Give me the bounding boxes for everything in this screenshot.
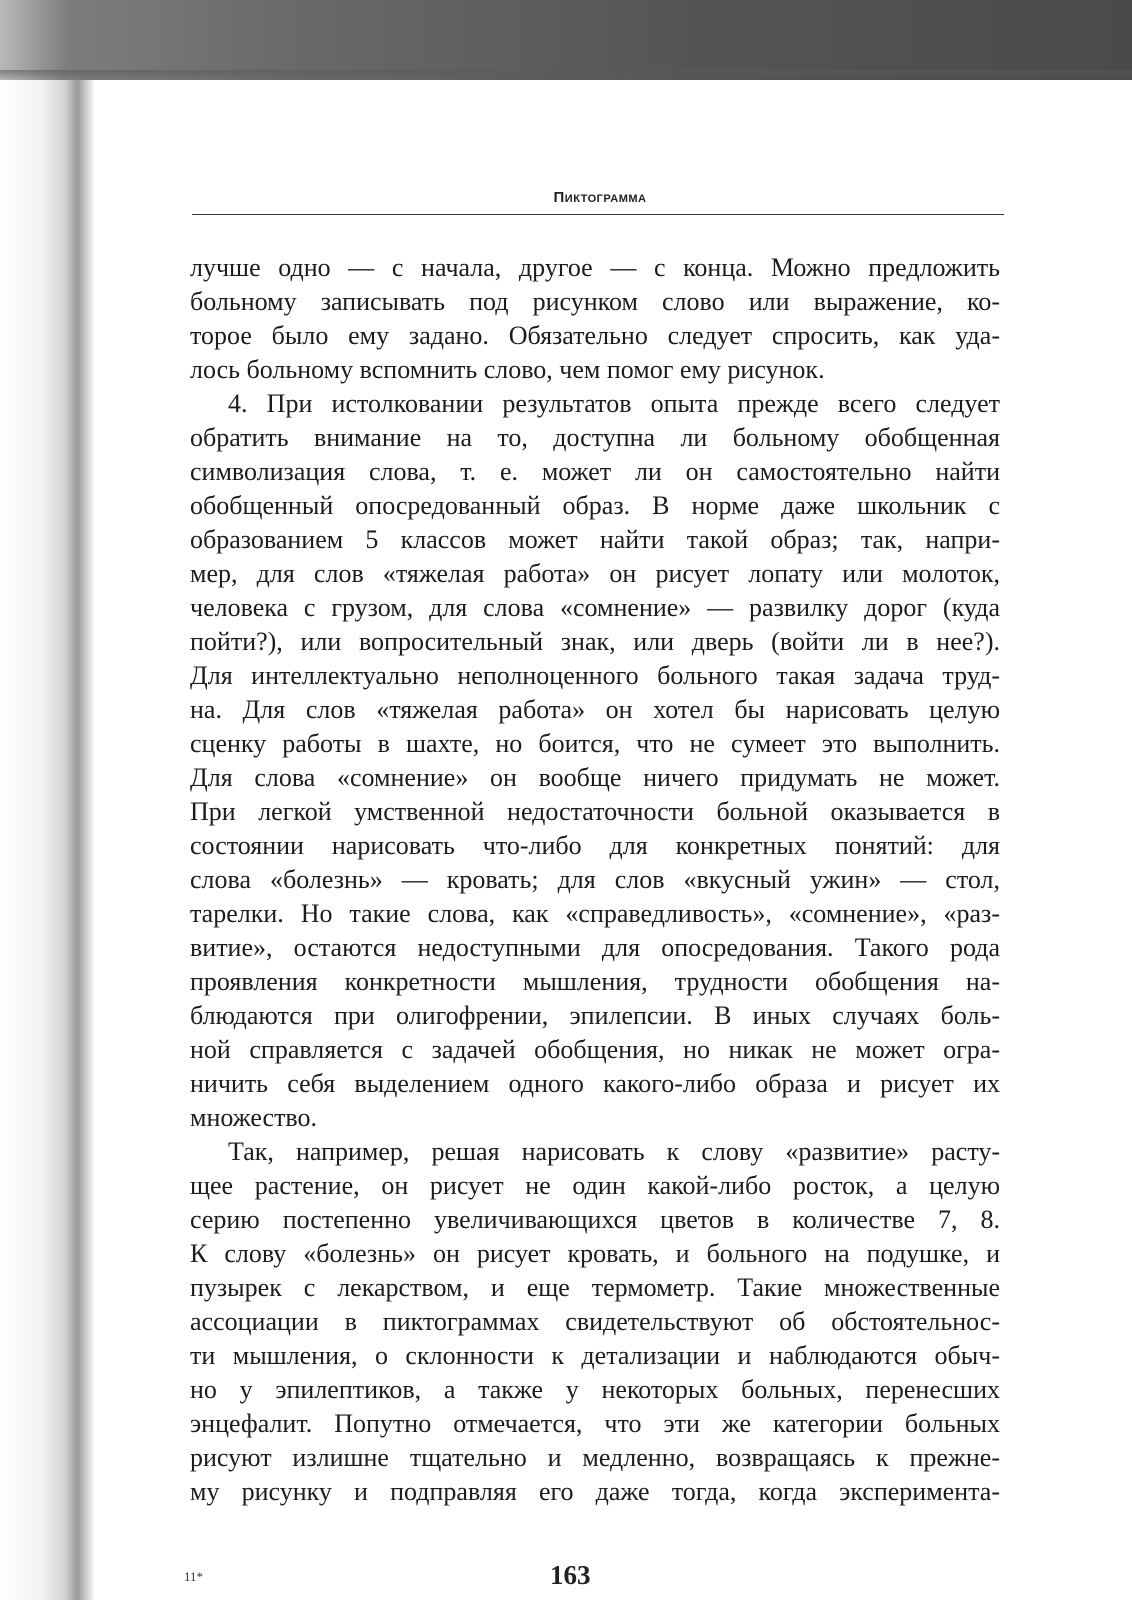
text-line: лучше одно — с начала, другое — с конца. Можно предложить	[190, 253, 1000, 282]
text-line: Для слова «сомнение» он вообще ничего придумать не может.	[190, 763, 1000, 792]
text-line: на. Для слов «тяжелая работа» он хотел бы нарисовать целую	[190, 695, 1000, 724]
text-line: сценку работы в шахте, но боится, что не сумеет это выполнить.	[190, 729, 1000, 758]
text-line: К слову «болезнь» он рисует кровать, и больного на подушке, и	[190, 1239, 1000, 1268]
text-line: ничить себя выделением одного какого-либо образа и рисует их	[190, 1069, 1000, 1098]
text-line: человека с грузом, для слова «сомнение» — развилку дорог (куда	[190, 593, 1000, 622]
text-line: витие», остаются недоступными для опосредования. Такого рода	[190, 933, 1000, 962]
text-line: мер, для слов «тяжелая работа» он рисует лопату или молоток,	[190, 559, 1000, 588]
text-line: щее растение, он рисует не один какой-либо росток, а целую	[190, 1171, 1000, 1200]
page-number: 163	[550, 1560, 591, 1590]
text-line: тарелки. Но такие слова, как «справедливость», «сомнение», «раз-	[190, 899, 1000, 928]
text-line: обобщенный опосредованный образ. В норме даже школьник с	[190, 491, 1000, 520]
text-line: больному записывать под рисунком слово или выражение, ко-	[190, 287, 1000, 316]
running-head-title: Пиктограмма	[553, 189, 647, 206]
text-line: торое было ему задано. Обязательно следует спросить, как уда-	[190, 321, 1000, 350]
text-line: 4. При истолковании результатов опыта прежде всего следует	[228, 389, 1000, 418]
scan-top-shadow	[0, 0, 1132, 80]
text-line: ти мышления, о склонности к детализации и наблюдаются обыч-	[190, 1341, 1000, 1370]
text-line: Так, например, решая нарисовать к слову «развитие» расту-	[228, 1137, 1000, 1166]
text-line: обратить внимание на то, доступна ли больному обобщенная	[190, 423, 1000, 452]
text-line: При легкой умственной недостаточности больной оказывается в	[190, 797, 1000, 826]
text-line: серию постепенно увеличивающихся цветов в количестве 7, 8.	[190, 1205, 1000, 1234]
text-line: энцефалит. Попутно отмечается, что эти же категории больных	[190, 1409, 1000, 1438]
signature-mark: 11*	[184, 1569, 204, 1584]
text-line: множество.	[190, 1103, 318, 1132]
text-line: состоянии нарисовать что-либо для конкретных понятий: для	[190, 831, 1000, 860]
text-line: блюдаются при олигофрении, эпилепсии. В иных случаях боль-	[190, 1001, 1000, 1030]
body-text	[190, 251, 1000, 1509]
text-line: проявления конкретности мышления, трудности обобщения на-	[190, 967, 1000, 996]
book-spine-shadow	[0, 80, 95, 1600]
text-line: символизация слова, т. е. может ли он самостоятельно найти	[190, 457, 1000, 486]
text-line: рисуют излишне тщательно и медленно, возвращаясь к прежне-	[190, 1443, 1000, 1472]
text-line: ной справляется с задачей обобщения, но никак не может огра-	[190, 1035, 1000, 1064]
text-line: образованием 5 классов может найти такой образ; так, напри-	[190, 525, 1000, 554]
text-line: пузырек с лекарством, и еще термометр. Такие множественные	[190, 1273, 1000, 1302]
text-line: лось больному вспомнить слово, чем помог ему рисунок.	[190, 355, 825, 384]
text-line: пойти?), или вопросительный знак, или дверь (войти ли в нее?).	[190, 627, 1000, 656]
text-line: му рисунку и подправляя его даже тогда, когда эксперимента-	[190, 1477, 1000, 1506]
text-line: слова «болезнь» — кровать; для слов «вкусный ужин» — стол,	[190, 865, 1000, 894]
text-line: ассоциации в пиктограммах свидетельствуют об обстоятельнос-	[190, 1307, 1000, 1336]
text-line: Для интеллектуально неполноценного больного такая задача труд-	[190, 661, 1000, 690]
header-rule	[192, 214, 1004, 215]
text-line: но у эпилептиков, а также у некоторых больных, перенесших	[190, 1375, 1000, 1404]
